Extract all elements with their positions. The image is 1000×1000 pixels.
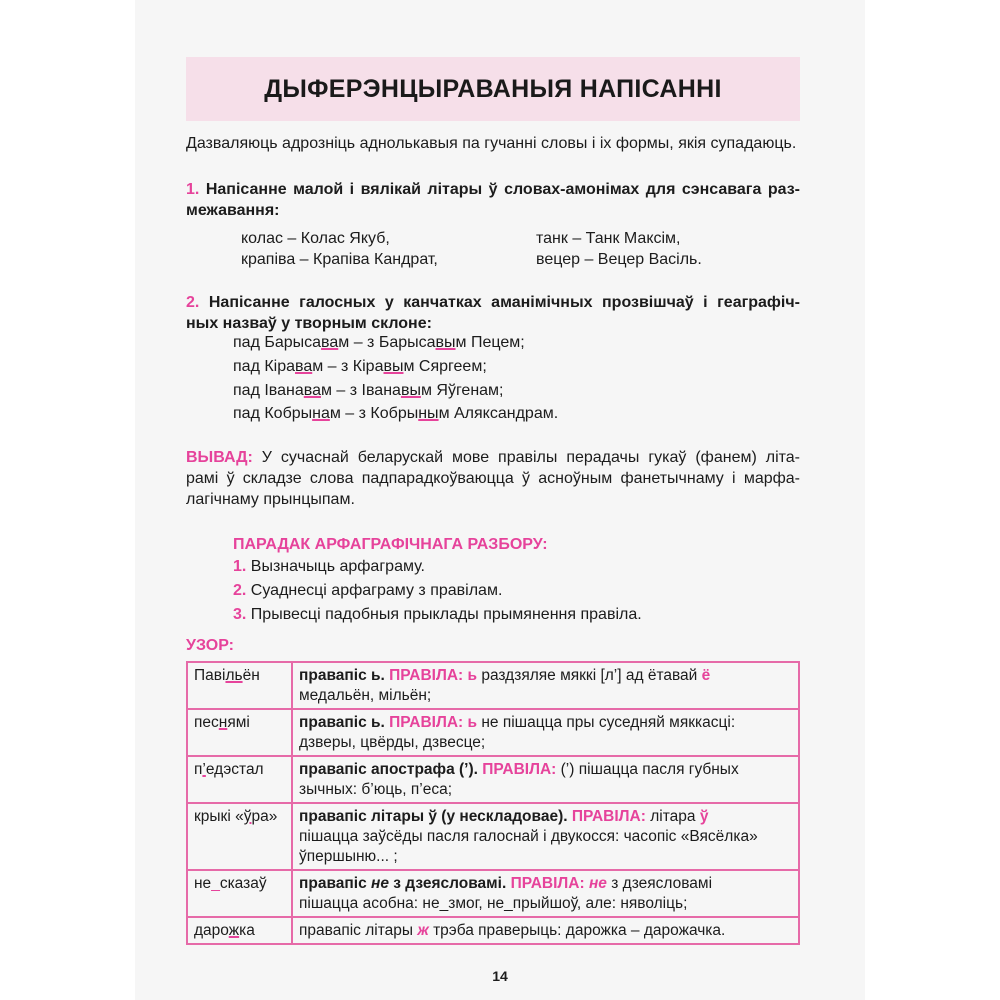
table-row [187, 870, 799, 917]
section1-left-1: колас – Колас Якуб, [241, 230, 390, 247]
sample-label: УЗОР: [186, 637, 234, 654]
title-banner [186, 57, 800, 121]
table-row [187, 803, 799, 870]
table-word-cell: крыкі «ўра» [187, 803, 292, 870]
section2-example: пад Кіравам – з Кіравым Сяргеем; [233, 358, 487, 375]
section1-right-2: вецер – Вецер Васіль. [536, 251, 702, 268]
table-word-cell: дарожка [187, 917, 292, 944]
section2-heading-line2: ных назваў у творным склоне: [186, 315, 432, 332]
section2-example: пад Іванавам – з Іванавым Яўгенам; [233, 382, 504, 399]
section1-right-1: танк – Танк Максім, [536, 230, 681, 247]
page-number: 14 [492, 968, 508, 984]
section1-heading-line1: 1. Напісанне малой і вялікай літары ў словах-амонімах для сэнсавага раз- [186, 181, 801, 198]
analysis-step: 2. Суаднесці арфаграму з правілам. [233, 582, 503, 599]
table-rule-cell: правапіс літары ж трэба праверыць: дарожка – дарожачка. [292, 917, 799, 944]
table-row [187, 917, 799, 944]
conclusion-line2: рамі ў складзе слова падпарадкоўваюцца ў асноўным фанетычнаму і марфа- [186, 470, 800, 487]
table-rule-cell: правапіс не з дзеясловамі. ПРАВІЛА: не з дзеясловамі пішацца асобна: не_змог, не_прыйшоў, але: няволіць; [292, 870, 799, 917]
analysis-step: 3. Прывесці падобныя прыклады прымянення правіла. [233, 606, 642, 623]
sample-table [186, 661, 800, 945]
section1-heading-line2: межавання: [186, 202, 280, 219]
table-row [187, 662, 799, 709]
table-rule-cell: правапіс апострафа (’). ПРАВІЛА: (’) пішацца пасля губных зычных: б’юць, п’еса; [292, 756, 799, 803]
conclusion-line1: ВЫВАД: У сучаснай беларускай мове правілы перадачы гукаў (фанем) літа- [186, 449, 800, 466]
section2-example: пад Барысавам – з Барысавым Пецем; [233, 334, 525, 351]
conclusion-line3: лагічнаму прынцыпам. [186, 491, 355, 508]
table-rule-cell: правапіс ь. ПРАВІЛА: ь раздзяляе мяккі [л’] ад ётавай ё медальён, мільён; [292, 662, 799, 709]
intro-text: Дазваляюць адрозніць аднолькавыя па гучанні словы і іх формы, якія супадаюць. [186, 135, 797, 152]
table-row [187, 709, 799, 756]
table-row [187, 756, 799, 803]
table-word-cell: не_сказаў [187, 870, 292, 917]
table-word-cell: песнямі [187, 709, 292, 756]
section2-example: пад Кобрынам – з Кобрыным Аляксандрам. [233, 405, 559, 422]
table-rule-cell: правапіс літары ў (у нескладовае). ПРАВІЛА: літара ў пішацца заўсёды пасля галоснай і двукосся: часопіс «Вясёлка» ўпершыню... ; [292, 803, 799, 870]
table-word-cell: п’едэстал [187, 756, 292, 803]
page-title: ДЫФЕРЭНЦЫРАВАНЫЯ НАПІСАННІ [264, 74, 722, 103]
section2-heading-line1: 2. Напісанне галосных у канчатках аманімічных прозвішчаў і геаграфіч- [186, 294, 800, 311]
table-rule-cell: правапіс ь. ПРАВІЛА: ь не пішацца пры суседняй мяккасці: дзверы, цвёрды, дзвесце; [292, 709, 799, 756]
analysis-heading: ПАРАДАК АРФАГРАФІЧНАГА РАЗБОРУ: [233, 536, 548, 553]
analysis-step: 1. Вызначыць арфаграму. [233, 558, 425, 575]
section1-left-2: крапіва – Крапіва Кандрат, [241, 251, 438, 268]
table-word-cell: Павільён [187, 662, 292, 709]
